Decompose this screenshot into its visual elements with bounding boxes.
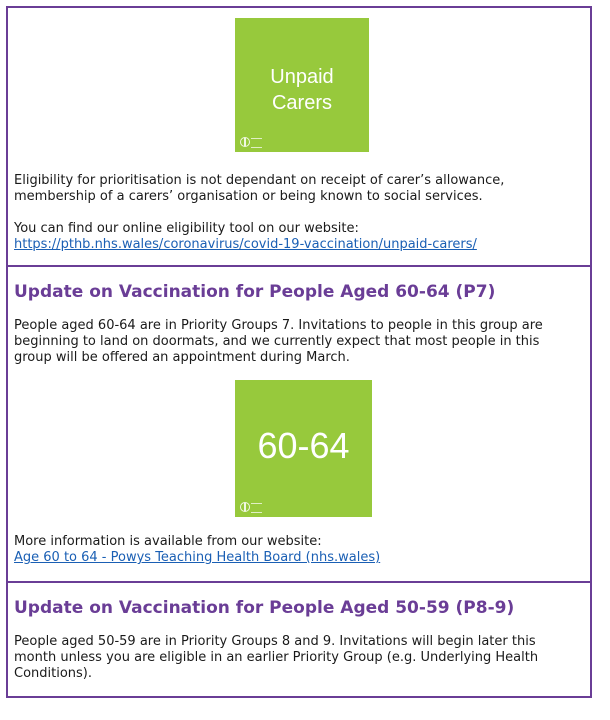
- aged-60-64-tile: [235, 380, 372, 517]
- aged-50-59-paragraph: People aged 50-59 are in Priority Groups 8 and 9. Invitations will begin later this month unless you are eligible in an earlier Priority Group (e.g. Underlying Health Conditions).: [14, 634, 539, 681]
- aged-60-64-link[interactable]: Age 60 to 64 - Powys Teaching Health Board (nhs.wales): [14, 550, 381, 565]
- unpaid-carers-section: [8, 8, 590, 266]
- unpaid-carers-tile: [235, 18, 369, 152]
- tile-text-60-64: 60-64: [257, 425, 350, 466]
- tile-text-unpaid: Unpaid: [270, 66, 334, 88]
- aged-60-64-section: [8, 267, 590, 581]
- aged-60-64-heading: Update on Vaccination for People Aged 60-64 (P7): [14, 282, 496, 302]
- more-info-text: More information is available from our website:: [14, 534, 322, 549]
- tile-text-carers: Carers: [271, 92, 332, 114]
- aged-50-59-heading: Update on Vaccination for People Aged 50-59 (P8-9): [14, 598, 515, 618]
- health-board-logo-icon: [240, 502, 262, 512]
- health-board-logo-icon: [240, 137, 262, 147]
- eligibility-paragraph: Eligibility for prioritisation is not dependant on receipt of carer’s allowance, membership of a carers’ organisation or being known to social services.: [14, 173, 505, 204]
- eligibility-tool-text: You can find our online eligibility tool on our website:: [14, 221, 359, 236]
- aged-60-64-paragraph: People aged 60-64 are in Priority Groups 7. Invitations to people in this group are beginning to land on doormats, and we currently expect that most people in this group will be offered an appointment during March.: [14, 318, 543, 365]
- aged-50-59-section: [8, 583, 590, 696]
- newsletter-frame: [6, 6, 592, 698]
- unpaid-carers-link[interactable]: https://pthb.nhs.wales/coronavirus/covid-19-vaccination/unpaid-carers/: [14, 237, 477, 252]
